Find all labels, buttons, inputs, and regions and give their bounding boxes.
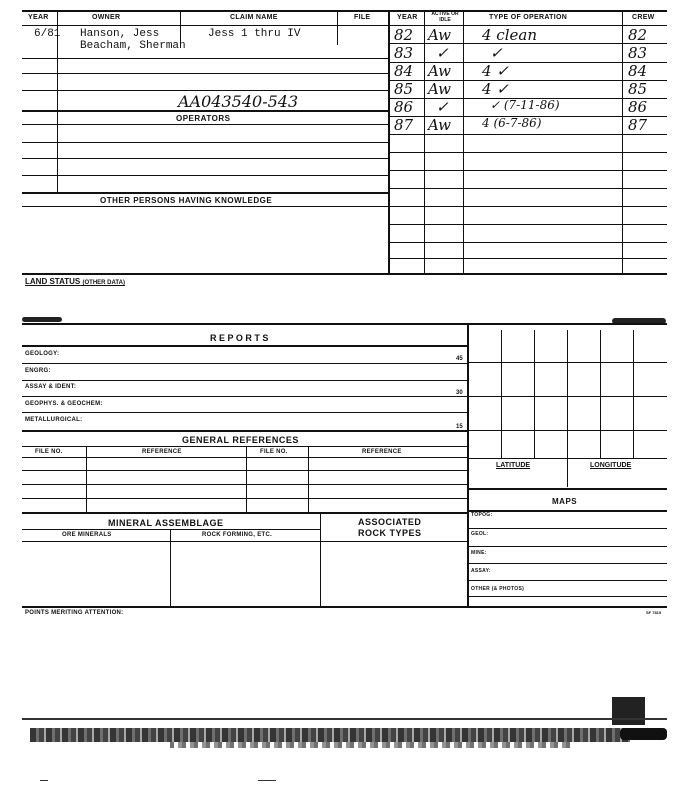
gr-file-no-2: FILE NO.: [260, 449, 288, 455]
row-line: [22, 345, 467, 347]
op-row-line: [388, 224, 667, 225]
op-year: 87: [394, 116, 414, 134]
longitude-label: LONGITUDE: [590, 462, 632, 469]
row-line: [22, 512, 467, 514]
land-status: [25, 277, 125, 286]
header-divider: [22, 25, 667, 26]
scan-speck: [258, 780, 276, 781]
op-row-line: [388, 134, 667, 135]
owner-year: 6/81: [34, 28, 61, 40]
op-crew: 84: [628, 62, 648, 80]
row-line: [22, 412, 467, 413]
op-row-line: [388, 258, 667, 259]
header-active-idle: ACTIVE OR IDLE: [431, 11, 459, 23]
report-assay: ASSAY & IDENT:: [25, 384, 77, 390]
row-line: [22, 380, 467, 381]
mineral-title: MINERAL ASSEMBLAGE: [108, 518, 224, 528]
reports-title: R E P O R T S: [210, 333, 269, 343]
op-crew: 86: [628, 98, 648, 116]
op-year: 82: [394, 26, 414, 44]
gr-reference: REFERENCE: [142, 449, 182, 455]
top-bottom-border: [22, 273, 667, 275]
row-line: [22, 396, 467, 397]
row-line: [467, 563, 667, 564]
row-line: [467, 546, 667, 547]
report-num: 30: [456, 390, 463, 396]
row-line: [467, 596, 667, 597]
land-status-sub: (OTHER DATA): [82, 280, 125, 286]
op-row-line: [388, 170, 667, 171]
top-border: [22, 10, 667, 12]
maps-title: MAPS: [552, 497, 578, 506]
op-crew: 82: [628, 26, 648, 44]
row-line: [467, 488, 667, 490]
row-line: [467, 528, 667, 529]
report-engrg: ENGRG:: [25, 368, 51, 374]
op-active: ✓: [436, 98, 449, 116]
scan-smear: [22, 317, 62, 322]
op-active: Aw: [428, 62, 451, 80]
col-divider: [622, 10, 623, 274]
report-num: 15: [456, 424, 463, 430]
row-line: [22, 541, 467, 542]
row-line: [22, 73, 388, 74]
claim-name: Jess 1 thru IV: [208, 28, 301, 40]
map-mine: MINE:: [471, 550, 487, 556]
op-crew: 87: [628, 116, 648, 134]
op-row-line: [388, 242, 667, 243]
col-divider: [246, 446, 247, 512]
grid-line: [567, 330, 568, 487]
row-line: [22, 175, 388, 176]
reports-bottom-border: [22, 606, 667, 608]
ore-minerals-label: ORE MINERALS: [62, 532, 112, 538]
op-type: 4 ✓: [482, 62, 509, 80]
scan-smear: [620, 728, 667, 740]
op-active: ✓: [436, 44, 449, 62]
op-year: 83: [394, 44, 414, 62]
row-line: [22, 90, 388, 91]
operators-label: OPERATORS: [176, 114, 231, 123]
owner-name-2: Beacham, Sherman: [80, 40, 186, 52]
owner-name-1: Hanson, Jess: [80, 28, 160, 40]
land-status-label: LAND STATUS: [25, 277, 81, 286]
row-line: [22, 158, 388, 159]
latitude-label: LATITUDE: [496, 462, 531, 469]
row-line: [22, 124, 388, 125]
op-type: ✓ (7-11-86): [490, 98, 560, 112]
gr-file-no: FILE NO.: [35, 449, 63, 455]
op-type: ✓: [490, 44, 503, 62]
header-type-operation: TYPE OF OPERATION: [489, 14, 568, 21]
general-refs-title: GENERAL REFERENCES: [182, 435, 299, 445]
op-active: Aw: [428, 80, 451, 98]
header-year-2: YEAR: [397, 14, 418, 21]
header-crew: CREW: [632, 14, 655, 21]
op-crew: 85: [628, 80, 648, 98]
grid-line: [467, 362, 667, 363]
row-line: [22, 498, 467, 499]
row-line: [22, 484, 467, 485]
row-line: [22, 58, 388, 59]
rock-types-label: ROCK TYPES: [358, 528, 422, 538]
op-year: 86: [394, 98, 414, 116]
header-owner: OWNER: [92, 14, 121, 21]
scan-streak: [30, 728, 630, 742]
row-line: [22, 457, 467, 458]
col-divider: [170, 529, 171, 606]
op-type: 4 clean: [482, 26, 537, 44]
row-line: [22, 529, 320, 530]
op-type: 4 (6-7-86): [482, 116, 542, 130]
scan-streak: [170, 742, 570, 748]
row-line: [22, 206, 388, 207]
form-number: SF 7815: [646, 610, 662, 615]
op-active: Aw: [428, 26, 451, 44]
grid-line: [633, 330, 634, 458]
header-file: FILE: [354, 14, 371, 21]
row-line: [467, 580, 667, 581]
row-line: [467, 510, 667, 512]
map-topog: TOPOG:: [471, 512, 493, 518]
scan-streak: [22, 718, 667, 720]
report-num: 45: [456, 356, 463, 362]
scan-speck: [40, 780, 48, 781]
report-geophys: GEOPHYS. & GEOCHEM:: [25, 401, 103, 407]
col-divider: [86, 446, 87, 512]
op-row-line: [388, 206, 667, 207]
handwritten-claim-number: AA043540-543: [178, 92, 299, 111]
other-persons-label: OTHER PERSONS HAVING KNOWLEDGE: [100, 196, 273, 205]
grid-line: [534, 330, 535, 458]
row-line: [22, 142, 388, 143]
row-line: [22, 430, 467, 432]
grid-line: [467, 458, 667, 459]
gr-reference-2: REFERENCE: [362, 449, 402, 455]
points-label: POINTS MERITING ATTENTION:: [25, 610, 124, 616]
grid-line: [467, 396, 667, 397]
reports-top-border: [22, 323, 667, 325]
grid-line: [501, 330, 502, 458]
op-year: 85: [394, 80, 414, 98]
col-divider: [337, 10, 338, 45]
op-type: 4 ✓: [482, 80, 509, 98]
row-line: [22, 446, 467, 447]
op-active: Aw: [428, 116, 451, 134]
op-row-line: [388, 152, 667, 153]
header-year: YEAR: [28, 14, 49, 21]
header-claim-name: CLAIM NAME: [230, 14, 278, 21]
col-divider-main: [388, 10, 390, 274]
scan-block: [612, 697, 645, 725]
op-row-line: [388, 188, 667, 189]
report-geology: GEOLOGY:: [25, 351, 60, 357]
grid-line: [467, 430, 667, 431]
map-geol: GEOL:: [471, 531, 489, 537]
row-line: [22, 363, 467, 364]
col-divider: [320, 512, 321, 606]
grid-line: [600, 330, 601, 458]
col-divider: [463, 10, 464, 274]
row-line: [22, 192, 388, 194]
col-divider: [308, 446, 309, 512]
op-crew: 83: [628, 44, 648, 62]
col-divider: [424, 10, 425, 274]
op-year: 84: [394, 62, 414, 80]
report-metallurgical: METALLURGICAL:: [25, 417, 83, 423]
map-assay: ASSAY:: [471, 568, 491, 574]
map-other: OTHER (& PHOTOS): [471, 586, 525, 592]
row-line: [22, 470, 467, 471]
associated-label: ASSOCIATED: [358, 517, 422, 527]
rock-forming-label: ROCK FORMING, ETC.: [202, 532, 273, 538]
